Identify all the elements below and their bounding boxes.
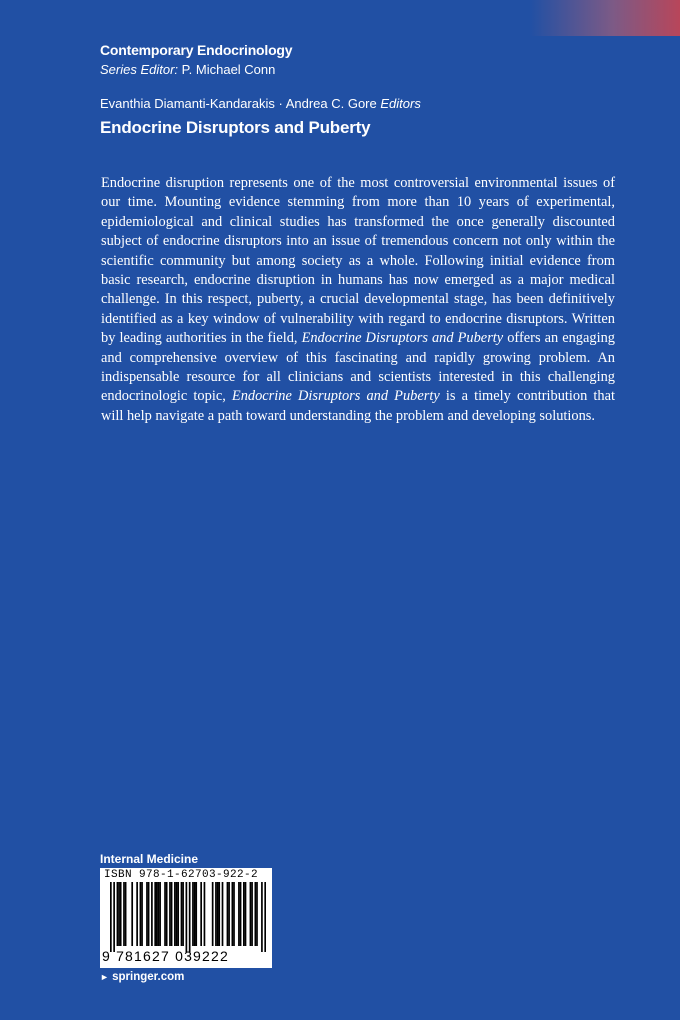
blurb-text	[101, 174, 615, 426]
barcode-bar	[118, 882, 120, 946]
barcode-bar	[233, 882, 235, 946]
barcode-bar	[195, 882, 197, 946]
book-editors	[100, 96, 421, 111]
blurb-title-ref-2: Endocrine Disruptors and Puberty	[231, 388, 440, 405]
barcode-bar	[166, 882, 168, 946]
barcode-bar	[158, 882, 160, 946]
barcode-bar	[151, 882, 153, 946]
barcode-bar	[136, 882, 138, 946]
barcode-bar	[217, 882, 219, 946]
barcode-bar	[194, 882, 196, 946]
barcode-bar	[189, 882, 191, 952]
barcode-bar	[131, 882, 133, 946]
barcode-bar	[192, 882, 194, 946]
barcode-bar	[256, 882, 258, 946]
editors-label: Editors	[380, 96, 421, 111]
blurb-part-3: is a timely contribution that will help navigate a path toward understanding the problem and developing solutions.	[101, 388, 615, 424]
barcode-bar	[264, 882, 266, 952]
barcode-bar	[261, 882, 263, 952]
barcode-bar	[113, 882, 115, 952]
barcode-bar	[140, 882, 142, 946]
barcode-bar	[218, 882, 220, 946]
barcode-bar	[110, 882, 112, 952]
corner-accent	[530, 0, 680, 36]
barcode-bar	[181, 882, 183, 946]
barcode-bar	[123, 882, 125, 946]
barcode-bar	[215, 882, 217, 946]
barcode	[100, 868, 272, 968]
barcode-bar	[186, 882, 188, 952]
barcode-bar	[212, 882, 214, 946]
barcode-bar	[240, 882, 242, 946]
barcode-bar	[177, 882, 179, 946]
barcode-bar	[245, 882, 247, 946]
subject-category: Internal Medicine	[100, 852, 199, 866]
barcode-bar	[238, 882, 240, 946]
barcode-bar	[251, 882, 253, 946]
barcode-bar	[176, 882, 178, 946]
barcode-bar	[243, 882, 245, 946]
barcode-bar	[255, 882, 257, 946]
publisher-website	[100, 971, 184, 983]
blurb-title-ref-1: Endocrine Disruptors and Puberty	[301, 330, 504, 347]
barcode-bar	[156, 882, 158, 946]
barcode-bar	[250, 882, 252, 946]
editors-names: Evanthia Diamanti-Kandarakis · Andrea C. Gore	[100, 96, 377, 111]
barcode-bar	[120, 882, 122, 946]
series-editor-name: P. Michael Conn	[181, 62, 276, 77]
barcode-bar	[125, 882, 127, 946]
series-editor	[100, 62, 292, 77]
barcode-bar	[204, 882, 206, 946]
barcode-bar	[222, 882, 224, 946]
website-text: springer.com	[112, 971, 185, 983]
barcode-bar	[200, 882, 202, 946]
barcode-bar	[182, 882, 184, 946]
barcode-bars	[110, 882, 266, 952]
isbn-label: ISBN 978-1-62703-922-2	[104, 869, 259, 881]
series-name: Contemporary Endocrinology	[100, 42, 293, 58]
barcode-bar	[232, 882, 234, 946]
barcode-bar	[228, 882, 230, 946]
barcode-bar	[159, 882, 161, 946]
barcode-bar	[169, 882, 171, 946]
barcode-bar	[171, 882, 173, 946]
blurb-part-1: Endocrine disruption represents one of the most controversial environmental issues of our time. Mounting evidence stemming from more than 10 years of experimental, epidemiological and clinical studies has transformed the once generally discounted subject of endocrine disruptors into an issue of tremendous concern not only within the scientific community but among society as a whole. Following initial evidence from basic research, endocrine disruption in humans has now emerged as a major medical challenge. In this respect, puberty, a crucial developmental stage, has been definitively identified as a key window of vulnerability with regard to endocrine disruptors. Written by leading authorities in the field,	[101, 175, 615, 347]
book-title: Endocrine Disruptors and Puberty	[100, 118, 371, 137]
barcode-bar	[154, 882, 156, 946]
barcode-bar	[164, 882, 166, 946]
barcode-bar	[148, 882, 150, 946]
barcode-bar	[174, 882, 176, 946]
barcode-bar	[146, 882, 148, 946]
barcode-bar	[141, 882, 143, 946]
series-editor-label: Series Editor:	[100, 62, 179, 77]
blurb-part-2: offers an engaging and comprehensive overview of this fascinating and rapidly growing problem. An indispensable resource for all clinicians and scientists interested in this challenging endocrinologic topic,	[101, 330, 615, 405]
barcode-bar	[117, 882, 119, 946]
ean-digits: 9 781627 039222	[102, 948, 229, 964]
series-block	[100, 42, 292, 77]
barcode-bar	[227, 882, 229, 946]
arrow-icon: ►	[100, 972, 109, 982]
